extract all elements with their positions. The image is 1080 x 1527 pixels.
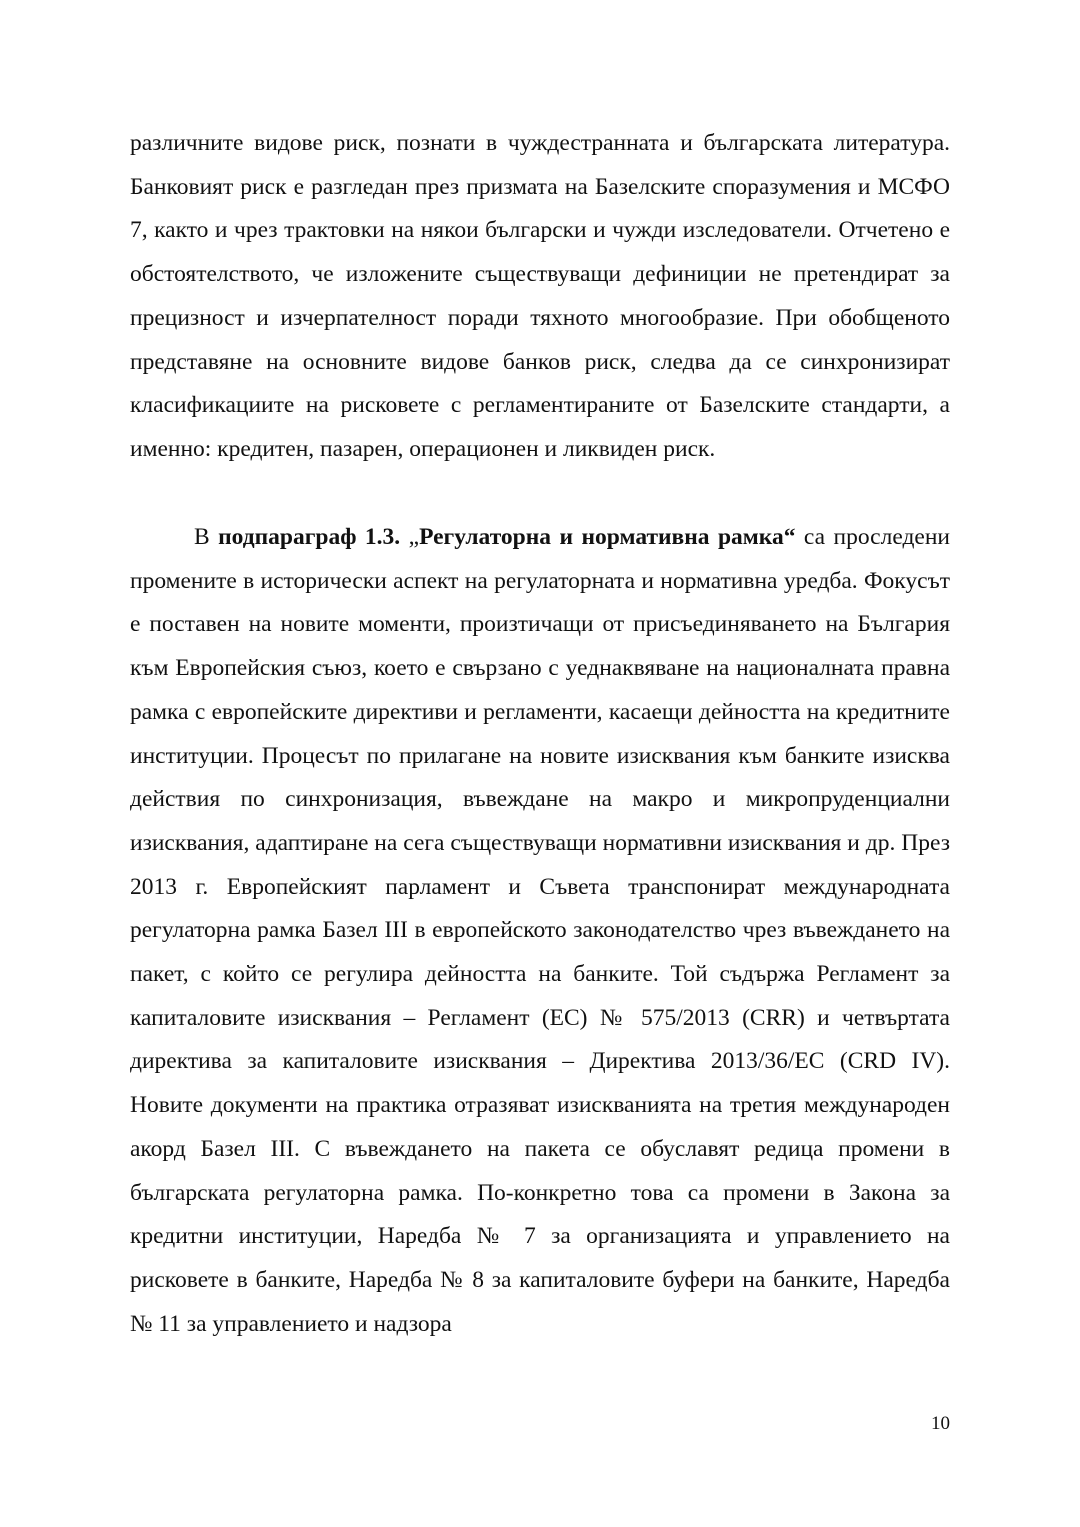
paragraph-body: са проследени промените в исторически аспект на регулаторната и нормативна уредба. Фокусът е поставен на новите моменти, произтичащи от присъединяването на България към Европейския съюз, което е свързано с уеднаквяване на националната правна рамка с европейските директиви и регламенти, касаещи дейността на кредитните институции. Процесът по прилагане на новите изисквания към банките изисква действия по синхронизация, въвеждане на макро и микропруденциални изисквания, адаптиране на сега съществуващи нормативни изисквания и др. През 2013 г. Европейският парламент и Съвета транспонират международната регулаторна рамка Базел III в европейското законодателство чрез въвеждането на пакет, с който се регулира дейността на банките. Той съдържа Регламент за капиталовите изисквания – Регламент (ЕС) № 575/2013 (CRR) и четвъртата директива за капиталовите изисквания – Директива 2013/36/ЕС (CRD IV). Новите документи на практика отразяват изискванията на третия международен акорд Базел III. С въвеждането на пакета се обуславят редица промени в българската регулаторна рамка. По-конкретно това са промени в Закона за кредитни институции, Наредба № 7 за организацията и управлението на рисковете в банките, Наредба № 8 за капиталовите буфери на банките, Наредба № 11 за управлението и надзора bbox=[130, 524, 950, 1337]
open-quote: „ bbox=[400, 524, 420, 550]
subsection-number: подпараграф 1.3. bbox=[218, 524, 401, 550]
subsection-title: Регулаторна и нормативна рамка“ bbox=[419, 524, 796, 550]
paragraph-regulatory-framework bbox=[130, 516, 950, 1346]
paragraph-risk-types: различните видове риск, познати в чуждестранната и българската литература. Банковият риск е разгледан през призмата на Базелските споразумения и МСФО 7, както и чрез трактовки на някои български и чужди изследователи. Отчетено е обстоятелството, че изложените съществуващи дефиниции не претендират за прецизност и изчерпателност поради тяхното многообразие. При обобщеното представяне на основните видове банков риск, следва да се синхронизират класификациите на рисковете с регламентираните от Базелските стандарти, а именно: кредитен, пазарен, операционен и ликвиден риск. bbox=[130, 130, 950, 462]
paragraph-lead: В bbox=[194, 524, 219, 550]
page-number: 10 bbox=[931, 1413, 950, 1434]
